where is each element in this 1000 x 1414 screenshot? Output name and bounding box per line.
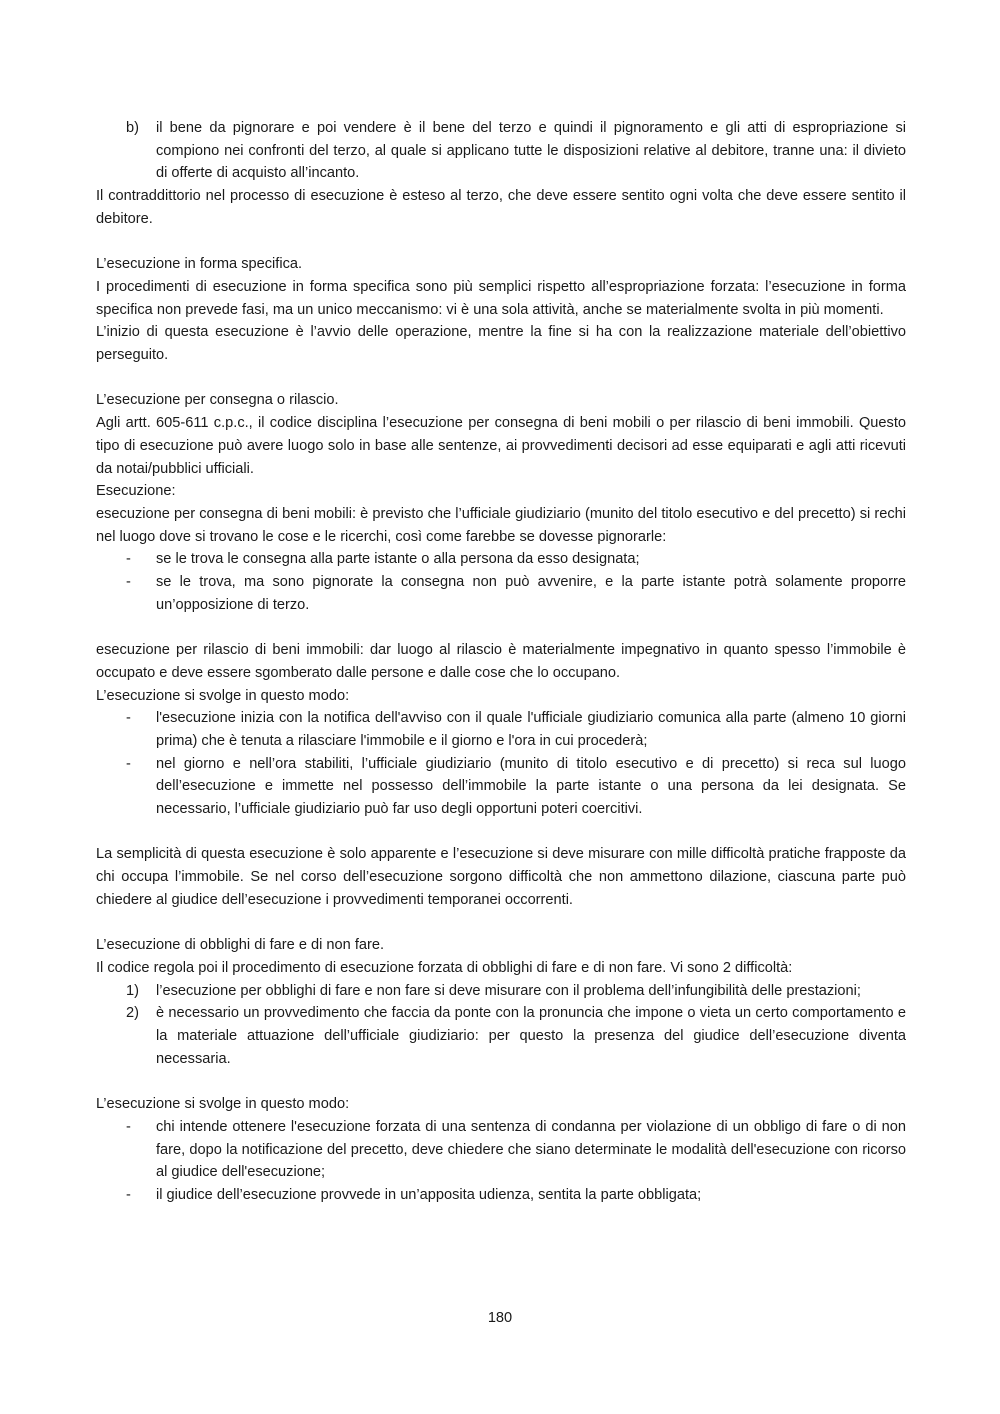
list-item-text: l'esecuzione inizia con la notifica dell'avviso con il quale l'ufficiale giudiziario comunica alla parte (almeno 10 giorni prima) che è tenuta a rilasciare l'immobile e il giorno e l'ora in cui procederà; <box>156 710 906 749</box>
number-marker: 1) <box>126 982 139 999</box>
document-page <box>96 117 906 1207</box>
list-item <box>96 548 906 571</box>
list-item <box>96 117 906 185</box>
list-item-text: l’esecuzione per obblighi di fare e non fare si deve misurare con il problema dell’infungibilità delle prestazioni; <box>156 982 861 999</box>
bullet-marker: - <box>126 1186 131 1203</box>
numbered-item <box>96 980 906 1003</box>
list-item-text: chi intende ottenere l'esecuzione forzata di una sentenza di condanna per violazione di un obbligo di fare o di non fare, dopo la notificazione del precetto, deve chiedere che siano determinate le modalità dell'esecuzione con ricorso al giudice dell'esecuzione; <box>156 1118 906 1181</box>
page-number: 180 <box>487 1310 513 1326</box>
paragraph: L’inizio di questa esecuzione è l’avvio delle operazione, mentre la fine si ha con la realizzazione materiale dell’obiettivo perseguito. <box>96 324 906 364</box>
paragraph: L’esecuzione si svolge in questo modo: <box>96 687 350 704</box>
paragraph: esecuzione per rilascio di beni immobili: dar luogo al rilascio è materialmente impegnativo in quanto spesso l’immobile è occupato e deve essere sgomberato dalle persone e dalle cose che lo occupano. <box>96 642 906 681</box>
list-marker: b) <box>126 120 139 136</box>
section-heading-consegna: L’esecuzione per consegna o rilascio. <box>96 392 339 409</box>
list-item <box>96 1184 906 1207</box>
number-marker: 2) <box>126 1005 139 1022</box>
paragraph-label: Esecuzione: <box>96 483 176 500</box>
paragraph: I procedimenti di esecuzione in forma specifica sono più semplici rispetto all’espropriazione forzata: l’esecuzione in forma specifica non prevede fasi, ma un unico meccanismo: vi è una sola attività, anche se materialmente svolta in più momenti. <box>96 278 906 318</box>
paragraph: Agli artt. 605-611 c.p.c., il codice disciplina l’esecuzione per consegna di beni mobili o per rilascio di beni immobili. Questo tipo di esecuzione può avere luogo solo in base alle sentenze, ai provvedimenti decisori ad esse equiparati e agli atti ricevuti da notai/pubblici ufficiali. <box>96 415 906 477</box>
section-heading-specifica: L’esecuzione in forma specifica. <box>96 256 303 273</box>
list-item-text: è necessario un provvedimento che faccia da ponte con la pronuncia che impone o vieta un certo comportamento e la materiale attuazione dell’ufficiale giudiziario: per questo la presenza del giudice dell’esecuzione diventa necessaria. <box>156 1005 906 1067</box>
bullet-marker: - <box>126 1118 131 1135</box>
list-item <box>96 1116 906 1184</box>
list-item-text: il bene da pignorare e poi vendere è il bene del terzo e quindi il pignoramento e gli atti di espropriazione si compiono nei confronti del terzo, al quale si applicano tutte le disposizioni relative al debitore, tranne una: il divieto di offerte di acquisto all’incanto. <box>156 120 906 182</box>
list-item <box>96 753 906 821</box>
list-item-text: il giudice dell’esecuzione provvede in un’apposita udienza, sentita la parte obbligata; <box>156 1186 702 1203</box>
section-heading-obblighi: L’esecuzione di obblighi di fare e di non fare. <box>96 937 385 954</box>
list-item-text: se le trova le consegna alla parte istante o alla persona da esso designata; <box>156 551 640 568</box>
list-item-text: nel giorno e nell’ora stabiliti, l’ufficiale giudiziario (munito di titolo esecutivo e di precetto) si reca sul luogo dell’esecuzione e immette nel possesso dell’immobile la parte istante o una persona da lei designata. Se necessario, l’ufficiale giudiziario può far uso degli opportuni poteri coercitivi. <box>156 755 906 818</box>
numbered-item <box>96 1002 906 1070</box>
list-item-text: se le trova, ma sono pignorate la consegna non può avvenire, e la parte istante potrà solamente proporre un’opposizione di terzo. <box>156 574 906 613</box>
paragraph: esecuzione per consegna di beni mobili: è previsto che l’ufficiale giudiziario (munito del titolo esecutivo e del precetto) si rechi nel luogo dove si trovano le cose e le ricerchi, così come farebbe se dovesse pignorarle: <box>96 505 906 545</box>
list-item <box>96 571 906 616</box>
paragraph: Il codice regola poi il procedimento di esecuzione forzata di obblighi di fare e di non fare. Vi sono 2 difficoltà: <box>96 959 793 976</box>
bullet-marker: - <box>126 574 131 591</box>
paragraph-contraddittorio: Il contraddittorio nel processo di esecuzione è esteso al terzo, che deve essere sentito ogni volta che deve essere sentito il debitore. <box>96 188 906 227</box>
bullet-marker: - <box>126 755 131 772</box>
paragraph: La semplicità di questa esecuzione è solo apparente e l’esecuzione si deve misurare con mille difficoltà pratiche frapposte da chi occupa l’immobile. Se nel corso dell’esecuzione sorgono difficoltà che non ammettono dilazione, ciascuna parte può chiedere al giudice dell’esecuzione i provvedimenti temporanei occorrenti. <box>96 846 906 908</box>
list-item <box>96 707 906 752</box>
bullet-marker: - <box>126 710 131 727</box>
bullet-marker: - <box>126 551 131 568</box>
paragraph: L’esecuzione si svolge in questo modo: <box>96 1096 350 1113</box>
